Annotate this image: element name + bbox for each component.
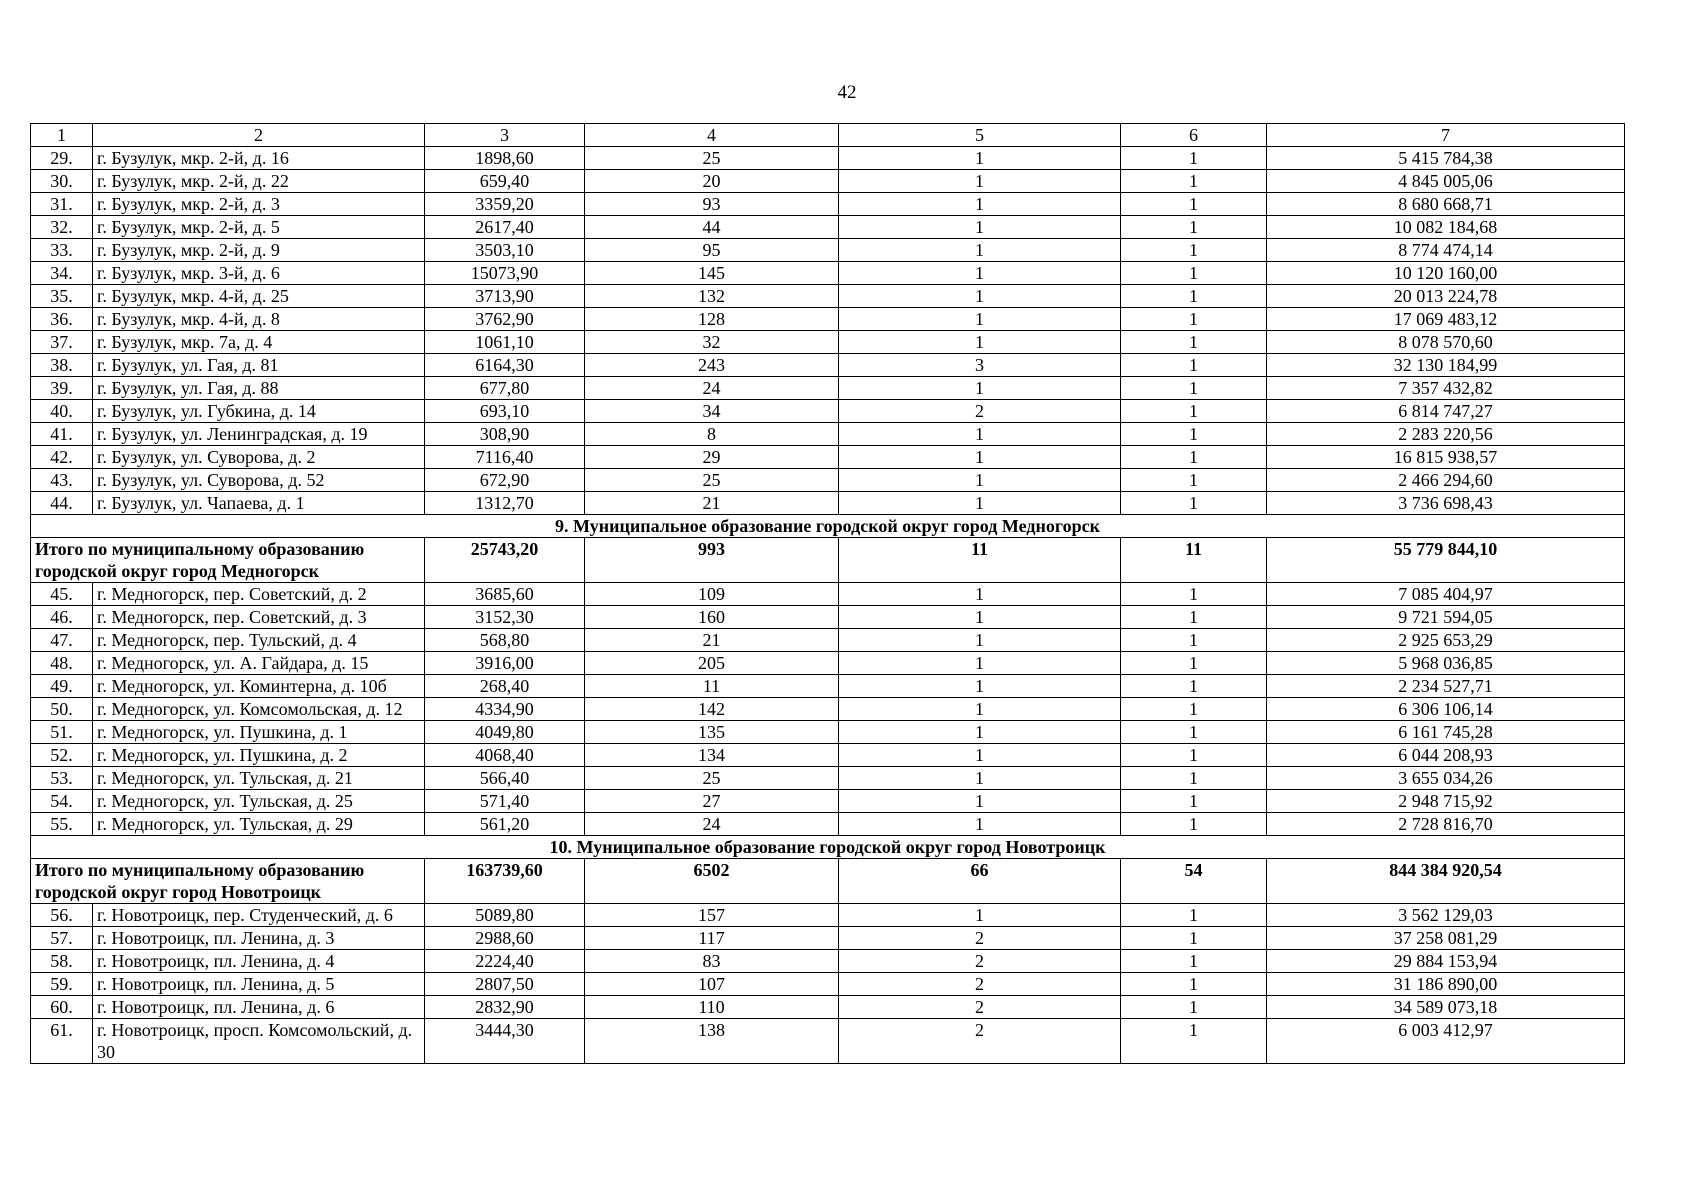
address-cell: г. Новотроицк, пл. Ленина, д. 4: [93, 950, 425, 973]
residents-cell: 8: [585, 423, 839, 446]
table-row: [31, 423, 1625, 446]
table-row: [31, 354, 1625, 377]
section-heading: 10. Муниципальное образование городской округ город Новотроицк: [31, 836, 1625, 859]
cost-cell: 5 415 784,38: [1267, 147, 1625, 170]
table-row: [31, 721, 1625, 744]
area-cell: 693,10: [425, 400, 585, 423]
address-cell: г. Бузулук, мкр. 2-й, д. 3: [93, 193, 425, 216]
table-row: [31, 262, 1625, 285]
row-number-cell: 55.: [31, 813, 93, 836]
cost-cell: 29 884 153,94: [1267, 950, 1625, 973]
col5-cell: 1: [839, 583, 1121, 606]
table-row: [31, 216, 1625, 239]
total-value-cell: 55 779 844,10: [1267, 538, 1625, 583]
row-number-cell: 30.: [31, 170, 93, 193]
area-cell: 3762,90: [425, 308, 585, 331]
cost-cell: 9 721 594,05: [1267, 606, 1625, 629]
col6-cell: 1: [1121, 583, 1267, 606]
table-row: [31, 331, 1625, 354]
col6-cell: 1: [1121, 423, 1267, 446]
row-number-cell: 31.: [31, 193, 93, 216]
area-cell: 308,90: [425, 423, 585, 446]
column-number-cell: 5: [839, 124, 1121, 147]
page-number: 42: [837, 82, 857, 103]
address-cell: г. Бузулук, мкр. 3-й, д. 6: [93, 262, 425, 285]
total-label: Итого по муниципальному образованию городской округ город Медногорск: [31, 538, 425, 583]
address-cell: г. Бузулук, мкр. 7а, д. 4: [93, 331, 425, 354]
col6-cell: 1: [1121, 308, 1267, 331]
residents-cell: 21: [585, 492, 839, 515]
col5-cell: 1: [839, 744, 1121, 767]
row-number-cell: 29.: [31, 147, 93, 170]
address-cell: г. Медногорск, ул. Комсомольская, д. 12: [93, 698, 425, 721]
area-cell: 2807,50: [425, 973, 585, 996]
address-cell: г. Бузулук, ул. Гая, д. 88: [93, 377, 425, 400]
row-number-cell: 53.: [31, 767, 93, 790]
area-cell: 3359,20: [425, 193, 585, 216]
total-value-cell: 25743,20: [425, 538, 585, 583]
row-number-cell: 44.: [31, 492, 93, 515]
residents-cell: 132: [585, 285, 839, 308]
address-cell: г. Бузулук, мкр. 2-й, д. 5: [93, 216, 425, 239]
column-number-cell: 2: [93, 124, 425, 147]
cost-cell: 3 562 129,03: [1267, 904, 1625, 927]
row-number-cell: 38.: [31, 354, 93, 377]
row-number-cell: 36.: [31, 308, 93, 331]
residents-cell: 145: [585, 262, 839, 285]
cost-cell: 20 013 224,78: [1267, 285, 1625, 308]
total-value-cell: 6502: [585, 859, 839, 904]
row-number-cell: 32.: [31, 216, 93, 239]
address-cell: г. Медногорск, пер. Советский, д. 2: [93, 583, 425, 606]
row-number-cell: 57.: [31, 927, 93, 950]
total-value-cell: 163739,60: [425, 859, 585, 904]
residents-cell: 25: [585, 147, 839, 170]
table-row: [31, 904, 1625, 927]
total-value-cell: 11: [1121, 538, 1267, 583]
cost-cell: 6 306 106,14: [1267, 698, 1625, 721]
address-cell: г. Бузулук, ул. Губкина, д. 14: [93, 400, 425, 423]
col5-cell: 2: [839, 996, 1121, 1019]
col5-cell: 1: [839, 767, 1121, 790]
address-cell: г. Медногорск, ул. Коминтерна, д. 10б: [93, 675, 425, 698]
col6-cell: 1: [1121, 147, 1267, 170]
address-cell: г. Бузулук, мкр. 2-й, д. 16: [93, 147, 425, 170]
col5-cell: 1: [839, 285, 1121, 308]
col6-cell: 1: [1121, 262, 1267, 285]
table-row: [31, 973, 1625, 996]
col5-cell: 1: [839, 652, 1121, 675]
area-cell: 3916,00: [425, 652, 585, 675]
col5-cell: 1: [839, 790, 1121, 813]
address-cell: г. Медногорск, ул. А. Гайдара, д. 15: [93, 652, 425, 675]
row-number-cell: 56.: [31, 904, 93, 927]
col5-cell: 1: [839, 813, 1121, 836]
address-cell: г. Медногорск, ул. Пушкина, д. 2: [93, 744, 425, 767]
area-cell: 3503,10: [425, 239, 585, 262]
section-heading: 9. Муниципальное образование городской округ город Медногорск: [31, 515, 1625, 538]
table-row: [31, 652, 1625, 675]
row-number-cell: 48.: [31, 652, 93, 675]
area-cell: 1312,70: [425, 492, 585, 515]
address-cell: г. Бузулук, ул. Гая, д. 81: [93, 354, 425, 377]
col6-cell: 1: [1121, 744, 1267, 767]
cost-cell: 16 815 938,57: [1267, 446, 1625, 469]
col5-cell: 1: [839, 698, 1121, 721]
col6-cell: 1: [1121, 400, 1267, 423]
residents-cell: 34: [585, 400, 839, 423]
cost-cell: 6 161 745,28: [1267, 721, 1625, 744]
residents-cell: 128: [585, 308, 839, 331]
row-number-cell: 46.: [31, 606, 93, 629]
residents-cell: 32: [585, 331, 839, 354]
col5-cell: 3: [839, 354, 1121, 377]
address-cell: г. Новотроицк, пл. Ленина, д. 6: [93, 996, 425, 1019]
col6-cell: 1: [1121, 652, 1267, 675]
area-cell: 7116,40: [425, 446, 585, 469]
registry-table-body: [31, 124, 1625, 1064]
col5-cell: 1: [839, 721, 1121, 744]
cost-cell: 8 774 474,14: [1267, 239, 1625, 262]
table-row: [31, 193, 1625, 216]
column-number-cell: 4: [585, 124, 839, 147]
col6-cell: 1: [1121, 446, 1267, 469]
table-row: [31, 147, 1625, 170]
residents-cell: 95: [585, 239, 839, 262]
residents-cell: 25: [585, 767, 839, 790]
col6-cell: 1: [1121, 904, 1267, 927]
table-row: [31, 285, 1625, 308]
cost-cell: 6 003 412,97: [1267, 1019, 1625, 1064]
total-value-cell: 54: [1121, 859, 1267, 904]
col5-cell: 1: [839, 629, 1121, 652]
address-cell: г. Новотроицк, пер. Студенческий, д. 6: [93, 904, 425, 927]
row-number-cell: 54.: [31, 790, 93, 813]
row-number-cell: 35.: [31, 285, 93, 308]
row-number-cell: 41.: [31, 423, 93, 446]
table-row: [31, 492, 1625, 515]
total-value-cell: 993: [585, 538, 839, 583]
row-number-cell: 59.: [31, 973, 93, 996]
area-cell: 571,40: [425, 790, 585, 813]
address-cell: г. Медногорск, ул. Тульская, д. 25: [93, 790, 425, 813]
area-cell: 268,40: [425, 675, 585, 698]
table-row: [31, 377, 1625, 400]
col5-cell: 1: [839, 331, 1121, 354]
total-value-cell: 11: [839, 538, 1121, 583]
table-row: [31, 675, 1625, 698]
col5-cell: 1: [839, 193, 1121, 216]
address-cell: г. Бузулук, мкр. 4-й, д. 8: [93, 308, 425, 331]
col5-cell: 2: [839, 1019, 1121, 1064]
col5-cell: 1: [839, 147, 1121, 170]
area-cell: 4068,40: [425, 744, 585, 767]
cost-cell: 6 814 747,27: [1267, 400, 1625, 423]
area-cell: 1061,10: [425, 331, 585, 354]
row-number-cell: 33.: [31, 239, 93, 262]
cost-cell: 2 283 220,56: [1267, 423, 1625, 446]
table-row: [31, 790, 1625, 813]
area-cell: 1898,60: [425, 147, 585, 170]
cost-cell: 4 845 005,06: [1267, 170, 1625, 193]
residents-cell: 25: [585, 469, 839, 492]
col5-cell: 1: [839, 904, 1121, 927]
col5-cell: 2: [839, 950, 1121, 973]
table-row: [31, 446, 1625, 469]
area-cell: 6164,30: [425, 354, 585, 377]
cost-cell: 6 044 208,93: [1267, 744, 1625, 767]
table-row: [31, 170, 1625, 193]
col6-cell: 1: [1121, 767, 1267, 790]
address-cell: г. Бузулук, ул. Суворова, д. 2: [93, 446, 425, 469]
cost-cell: 3 736 698,43: [1267, 492, 1625, 515]
area-cell: 5089,80: [425, 904, 585, 927]
row-number-cell: 52.: [31, 744, 93, 767]
row-number-cell: 47.: [31, 629, 93, 652]
row-number-cell: 60.: [31, 996, 93, 1019]
table-row: [31, 744, 1625, 767]
area-cell: 561,20: [425, 813, 585, 836]
col6-cell: 1: [1121, 950, 1267, 973]
table-row: [31, 927, 1625, 950]
col5-cell: 1: [839, 377, 1121, 400]
address-cell: г. Медногорск, пер. Советский, д. 3: [93, 606, 425, 629]
area-cell: 3713,90: [425, 285, 585, 308]
section-total-row: [31, 859, 1625, 904]
col6-cell: 1: [1121, 377, 1267, 400]
row-number-cell: 58.: [31, 950, 93, 973]
cost-cell: 31 186 890,00: [1267, 973, 1625, 996]
area-cell: 4334,90: [425, 698, 585, 721]
table-row: [31, 698, 1625, 721]
table-row: [31, 1019, 1625, 1064]
cost-cell: 8 078 570,60: [1267, 331, 1625, 354]
residents-cell: 29: [585, 446, 839, 469]
total-label: Итого по муниципальному образованию городской округ город Новотроицк: [31, 859, 425, 904]
row-number-cell: 61.: [31, 1019, 93, 1064]
residents-cell: 160: [585, 606, 839, 629]
area-cell: 2617,40: [425, 216, 585, 239]
row-number-cell: 40.: [31, 400, 93, 423]
residents-cell: 205: [585, 652, 839, 675]
row-number-cell: 45.: [31, 583, 93, 606]
col5-cell: 2: [839, 927, 1121, 950]
col6-cell: 1: [1121, 1019, 1267, 1064]
col6-cell: 1: [1121, 675, 1267, 698]
cost-cell: 2 234 527,71: [1267, 675, 1625, 698]
table-row: [31, 469, 1625, 492]
cost-cell: 7 085 404,97: [1267, 583, 1625, 606]
residents-cell: 24: [585, 813, 839, 836]
residents-cell: 117: [585, 927, 839, 950]
table-row: [31, 950, 1625, 973]
col5-cell: 1: [839, 446, 1121, 469]
col6-cell: 1: [1121, 790, 1267, 813]
residents-cell: 243: [585, 354, 839, 377]
area-cell: 4049,80: [425, 721, 585, 744]
col6-cell: 1: [1121, 354, 1267, 377]
address-cell: г. Бузулук, мкр. 4-й, д. 25: [93, 285, 425, 308]
table-row: [31, 239, 1625, 262]
table-row: [31, 606, 1625, 629]
area-cell: 3152,30: [425, 606, 585, 629]
address-cell: г. Бузулук, мкр. 2-й, д. 9: [93, 239, 425, 262]
table-row: [31, 767, 1625, 790]
col6-cell: 1: [1121, 331, 1267, 354]
col6-cell: 1: [1121, 216, 1267, 239]
col5-cell: 1: [839, 262, 1121, 285]
residents-cell: 110: [585, 996, 839, 1019]
residents-cell: 21: [585, 629, 839, 652]
cost-cell: 34 589 073,18: [1267, 996, 1625, 1019]
col5-cell: 1: [839, 469, 1121, 492]
address-cell: г. Медногорск, пер. Тульский, д. 4: [93, 629, 425, 652]
area-cell: 568,80: [425, 629, 585, 652]
area-cell: 677,80: [425, 377, 585, 400]
residents-cell: 134: [585, 744, 839, 767]
table-row: [31, 308, 1625, 331]
row-number-cell: 49.: [31, 675, 93, 698]
row-number-cell: 43.: [31, 469, 93, 492]
address-cell: г. Новотроицк, пл. Ленина, д. 5: [93, 973, 425, 996]
cost-cell: 2 925 653,29: [1267, 629, 1625, 652]
section-heading-row: [31, 836, 1625, 859]
column-number-cell: 1: [31, 124, 93, 147]
address-cell: г. Бузулук, мкр. 2-й, д. 22: [93, 170, 425, 193]
registry-table: [30, 123, 1625, 1064]
section-total-row: [31, 538, 1625, 583]
area-cell: 3444,30: [425, 1019, 585, 1064]
residents-cell: 157: [585, 904, 839, 927]
col6-cell: 1: [1121, 629, 1267, 652]
col6-cell: 1: [1121, 492, 1267, 515]
col6-cell: 1: [1121, 606, 1267, 629]
cost-cell: 2 728 816,70: [1267, 813, 1625, 836]
residents-cell: 135: [585, 721, 839, 744]
table-row: [31, 996, 1625, 1019]
col6-cell: 1: [1121, 996, 1267, 1019]
table-row: [31, 629, 1625, 652]
total-value-cell: 844 384 920,54: [1267, 859, 1625, 904]
area-cell: 672,90: [425, 469, 585, 492]
row-number-cell: 42.: [31, 446, 93, 469]
residents-cell: 93: [585, 193, 839, 216]
residents-cell: 107: [585, 973, 839, 996]
residents-cell: 83: [585, 950, 839, 973]
col6-cell: 1: [1121, 813, 1267, 836]
table-row: [31, 813, 1625, 836]
area-cell: 2988,60: [425, 927, 585, 950]
cost-cell: 3 655 034,26: [1267, 767, 1625, 790]
col5-cell: 1: [839, 308, 1121, 331]
residents-cell: 109: [585, 583, 839, 606]
col6-cell: 1: [1121, 721, 1267, 744]
address-cell: г. Медногорск, ул. Тульская, д. 29: [93, 813, 425, 836]
area-cell: 659,40: [425, 170, 585, 193]
row-number-cell: 51.: [31, 721, 93, 744]
col5-cell: 1: [839, 170, 1121, 193]
col5-cell: 2: [839, 400, 1121, 423]
row-number-cell: 39.: [31, 377, 93, 400]
column-number-row: [31, 124, 1625, 147]
address-cell: г. Медногорск, ул. Тульская, д. 21: [93, 767, 425, 790]
area-cell: 566,40: [425, 767, 585, 790]
area-cell: 15073,90: [425, 262, 585, 285]
column-number-cell: 7: [1267, 124, 1625, 147]
col5-cell: 1: [839, 239, 1121, 262]
col5-cell: 2: [839, 973, 1121, 996]
cost-cell: 37 258 081,29: [1267, 927, 1625, 950]
cost-cell: 10 082 184,68: [1267, 216, 1625, 239]
cost-cell: 7 357 432,82: [1267, 377, 1625, 400]
cost-cell: 17 069 483,12: [1267, 308, 1625, 331]
row-number-cell: 50.: [31, 698, 93, 721]
residents-cell: 138: [585, 1019, 839, 1064]
area-cell: 2224,40: [425, 950, 585, 973]
address-cell: г. Бузулук, ул. Суворова, д. 52: [93, 469, 425, 492]
col6-cell: 1: [1121, 170, 1267, 193]
table-row: [31, 400, 1625, 423]
cost-cell: 32 130 184,99: [1267, 354, 1625, 377]
residents-cell: 11: [585, 675, 839, 698]
cost-cell: 5 968 036,85: [1267, 652, 1625, 675]
residents-cell: 20: [585, 170, 839, 193]
col6-cell: 1: [1121, 698, 1267, 721]
area-cell: 2832,90: [425, 996, 585, 1019]
address-cell: г. Бузулук, ул. Чапаева, д. 1: [93, 492, 425, 515]
cost-cell: 2 466 294,60: [1267, 469, 1625, 492]
cost-cell: 10 120 160,00: [1267, 262, 1625, 285]
area-cell: 3685,60: [425, 583, 585, 606]
total-value-cell: 66: [839, 859, 1121, 904]
col6-cell: 1: [1121, 239, 1267, 262]
col5-cell: 1: [839, 423, 1121, 446]
table-row: [31, 583, 1625, 606]
cost-cell: 8 680 668,71: [1267, 193, 1625, 216]
column-number-cell: 3: [425, 124, 585, 147]
col5-cell: 1: [839, 606, 1121, 629]
col6-cell: 1: [1121, 469, 1267, 492]
col5-cell: 1: [839, 675, 1121, 698]
col6-cell: 1: [1121, 285, 1267, 308]
col6-cell: 1: [1121, 927, 1267, 950]
row-number-cell: 34.: [31, 262, 93, 285]
col5-cell: 1: [839, 492, 1121, 515]
section-heading-row: [31, 515, 1625, 538]
col6-cell: 1: [1121, 193, 1267, 216]
column-number-cell: 6: [1121, 124, 1267, 147]
row-number-cell: 37.: [31, 331, 93, 354]
cost-cell: 2 948 715,92: [1267, 790, 1625, 813]
residents-cell: 142: [585, 698, 839, 721]
residents-cell: 44: [585, 216, 839, 239]
address-cell: г. Медногорск, ул. Пушкина, д. 1: [93, 721, 425, 744]
address-cell: г. Новотроицк, просп. Комсомольский, д. 30: [93, 1019, 425, 1064]
residents-cell: 24: [585, 377, 839, 400]
residents-cell: 27: [585, 790, 839, 813]
col6-cell: 1: [1121, 973, 1267, 996]
address-cell: г. Бузулук, ул. Ленинградская, д. 19: [93, 423, 425, 446]
col5-cell: 1: [839, 216, 1121, 239]
address-cell: г. Новотроицк, пл. Ленина, д. 3: [93, 927, 425, 950]
